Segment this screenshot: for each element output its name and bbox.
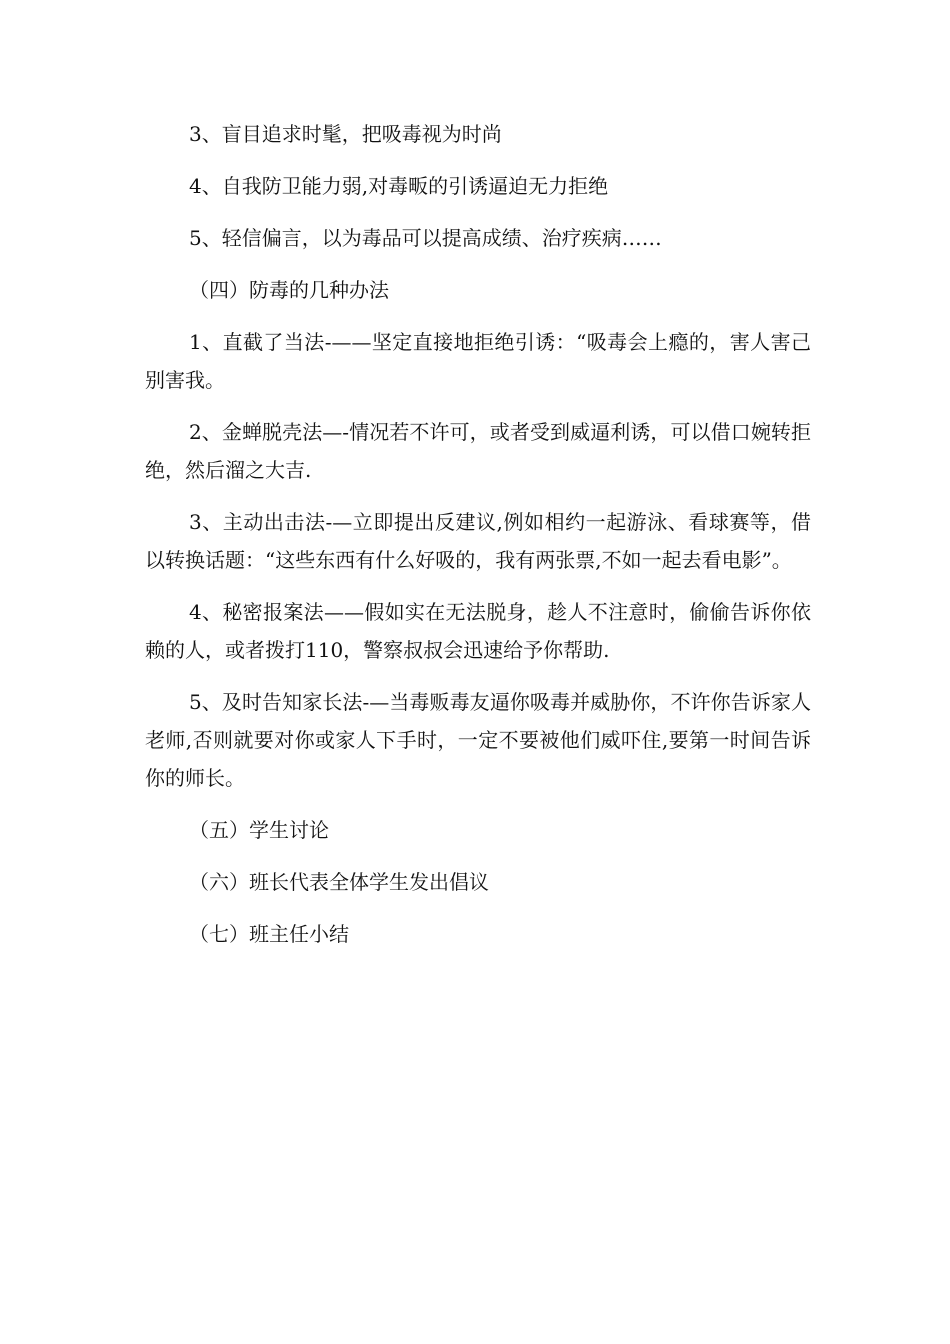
section-heading-teacher-summary: （七）班主任小结 bbox=[189, 922, 349, 946]
list-item-method-1: 1、直截了当法-——坚定直接地拒绝引诱：“吸毒会上瘾的，害人害己别害我。 bbox=[145, 330, 811, 392]
section-heading-student-discussion: （五）学生讨论 bbox=[189, 818, 329, 842]
document-body bbox=[145, 115, 811, 953]
section-heading-monitor-proposal: （六）班长代表全体学生发出倡议 bbox=[189, 870, 489, 894]
list-item-method-2: 2、金蝉脱壳法—-情况若不许可，或者受到威逼利诱，可以借口婉转拒绝，然后溜之大吉. bbox=[145, 420, 811, 482]
list-item-reason-3: 3、盲目追求时髦，把吸毒视为时尚 bbox=[189, 122, 502, 146]
list-item-method-5: 5、及时告知家长法-—当毒贩毒友逼你吸毒并威胁你，不许你告诉家人老师,否则就要对你或家人下手时，一定不要被他们威吓住,要第一时间告诉你的师长。 bbox=[145, 690, 811, 790]
list-item-reason-4: 4、自我防卫能力弱,对毒畈的引诱逼迫无力拒绝 bbox=[189, 174, 609, 198]
list-item-reason-5: 5、轻信偏言，以为毒品可以提高成绩、治疗疾病…… bbox=[189, 226, 662, 250]
list-item-method-3: 3、主动出击法-—立即提出反建议,例如相约一起游泳、看球赛等，借以转换话题：“这些东西有什么好吸的，我有两张票,不如一起去看电影”。 bbox=[145, 510, 811, 572]
section-heading-prevention-methods: （四）防毒的几种办法 bbox=[189, 278, 389, 302]
list-item-method-4: 4、秘密报案法——假如实在无法脱身，趁人不注意时，偷偷告诉你依赖的人，或者拨打110，警察叔叔会迅速给予你帮助. bbox=[145, 600, 811, 662]
